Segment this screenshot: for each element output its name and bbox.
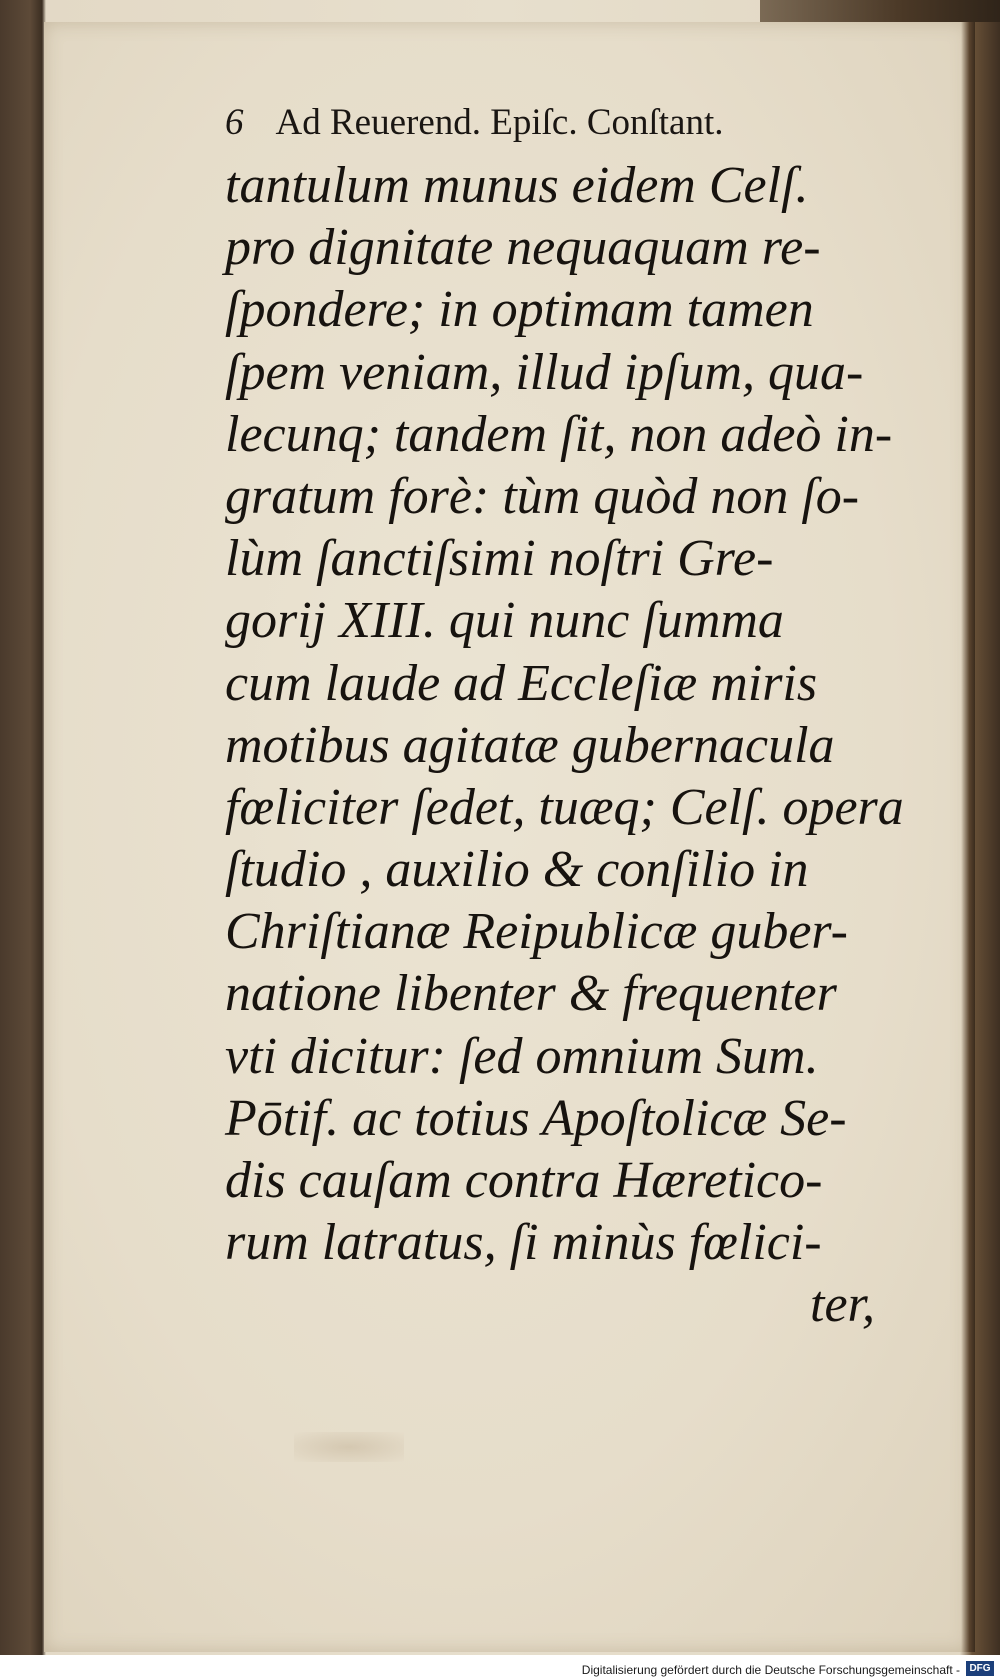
paper-stain — [294, 1432, 404, 1462]
text-line: ſpondere; in optimam tamen — [225, 281, 814, 339]
text-line: dis cauſam contra Hæretico- — [225, 1152, 823, 1209]
dfg-logo: DFG — [966, 1661, 994, 1676]
text-line: fœliciter ſedet, tuæq; Celſ. opera — [225, 778, 904, 836]
text-line: Chriſtianæ Reipublicæ guber- — [225, 903, 848, 961]
text-line: motibus agitatæ gubernacula — [225, 716, 835, 774]
text-line: tantulum munus eidem Celſ. — [225, 157, 809, 214]
text-line: natione libenter & frequenter — [225, 965, 837, 1023]
text-line: lùm ſanctiſsimi noſtri Gre- — [225, 530, 774, 588]
text-line: gratum forè: tùm quòd non ſo- — [225, 467, 860, 525]
text-line: gorij XIII. qui nunc ſumma — [225, 592, 784, 650]
running-header — [225, 103, 785, 143]
text-line: Pōtif. ac totius Apoſtolicæ Se- — [225, 1089, 847, 1147]
running-head-title: Ad Reuerend. Epiſc. Conſtant. — [275, 102, 724, 143]
page-number: 6 — [225, 102, 244, 143]
text-line: ſtudio , auxilio & conſilio in — [225, 841, 809, 899]
digitization-credit: Digitalisierung gefördert durch die Deutsche Forschungsgemeinschaft - — [581, 1663, 960, 1677]
body-text — [225, 155, 904, 1337]
text-line: lecunq; tandem ſit, non adeò in- — [225, 405, 893, 463]
book-spine-edge — [760, 0, 1000, 22]
text-line: ſpem veniam, illud ipſum, qua- — [225, 343, 864, 401]
text-line: cum laude ad Eccleſiæ miris — [225, 654, 818, 712]
text-line: rum latratus, ſi minùs fœlici- — [225, 1214, 822, 1272]
catchword: ter, — [810, 1276, 875, 1334]
text-line: pro dignitate nequaquam re- — [225, 219, 821, 277]
text-line: vti dicitur: ſed omnium Sum. — [225, 1027, 819, 1085]
